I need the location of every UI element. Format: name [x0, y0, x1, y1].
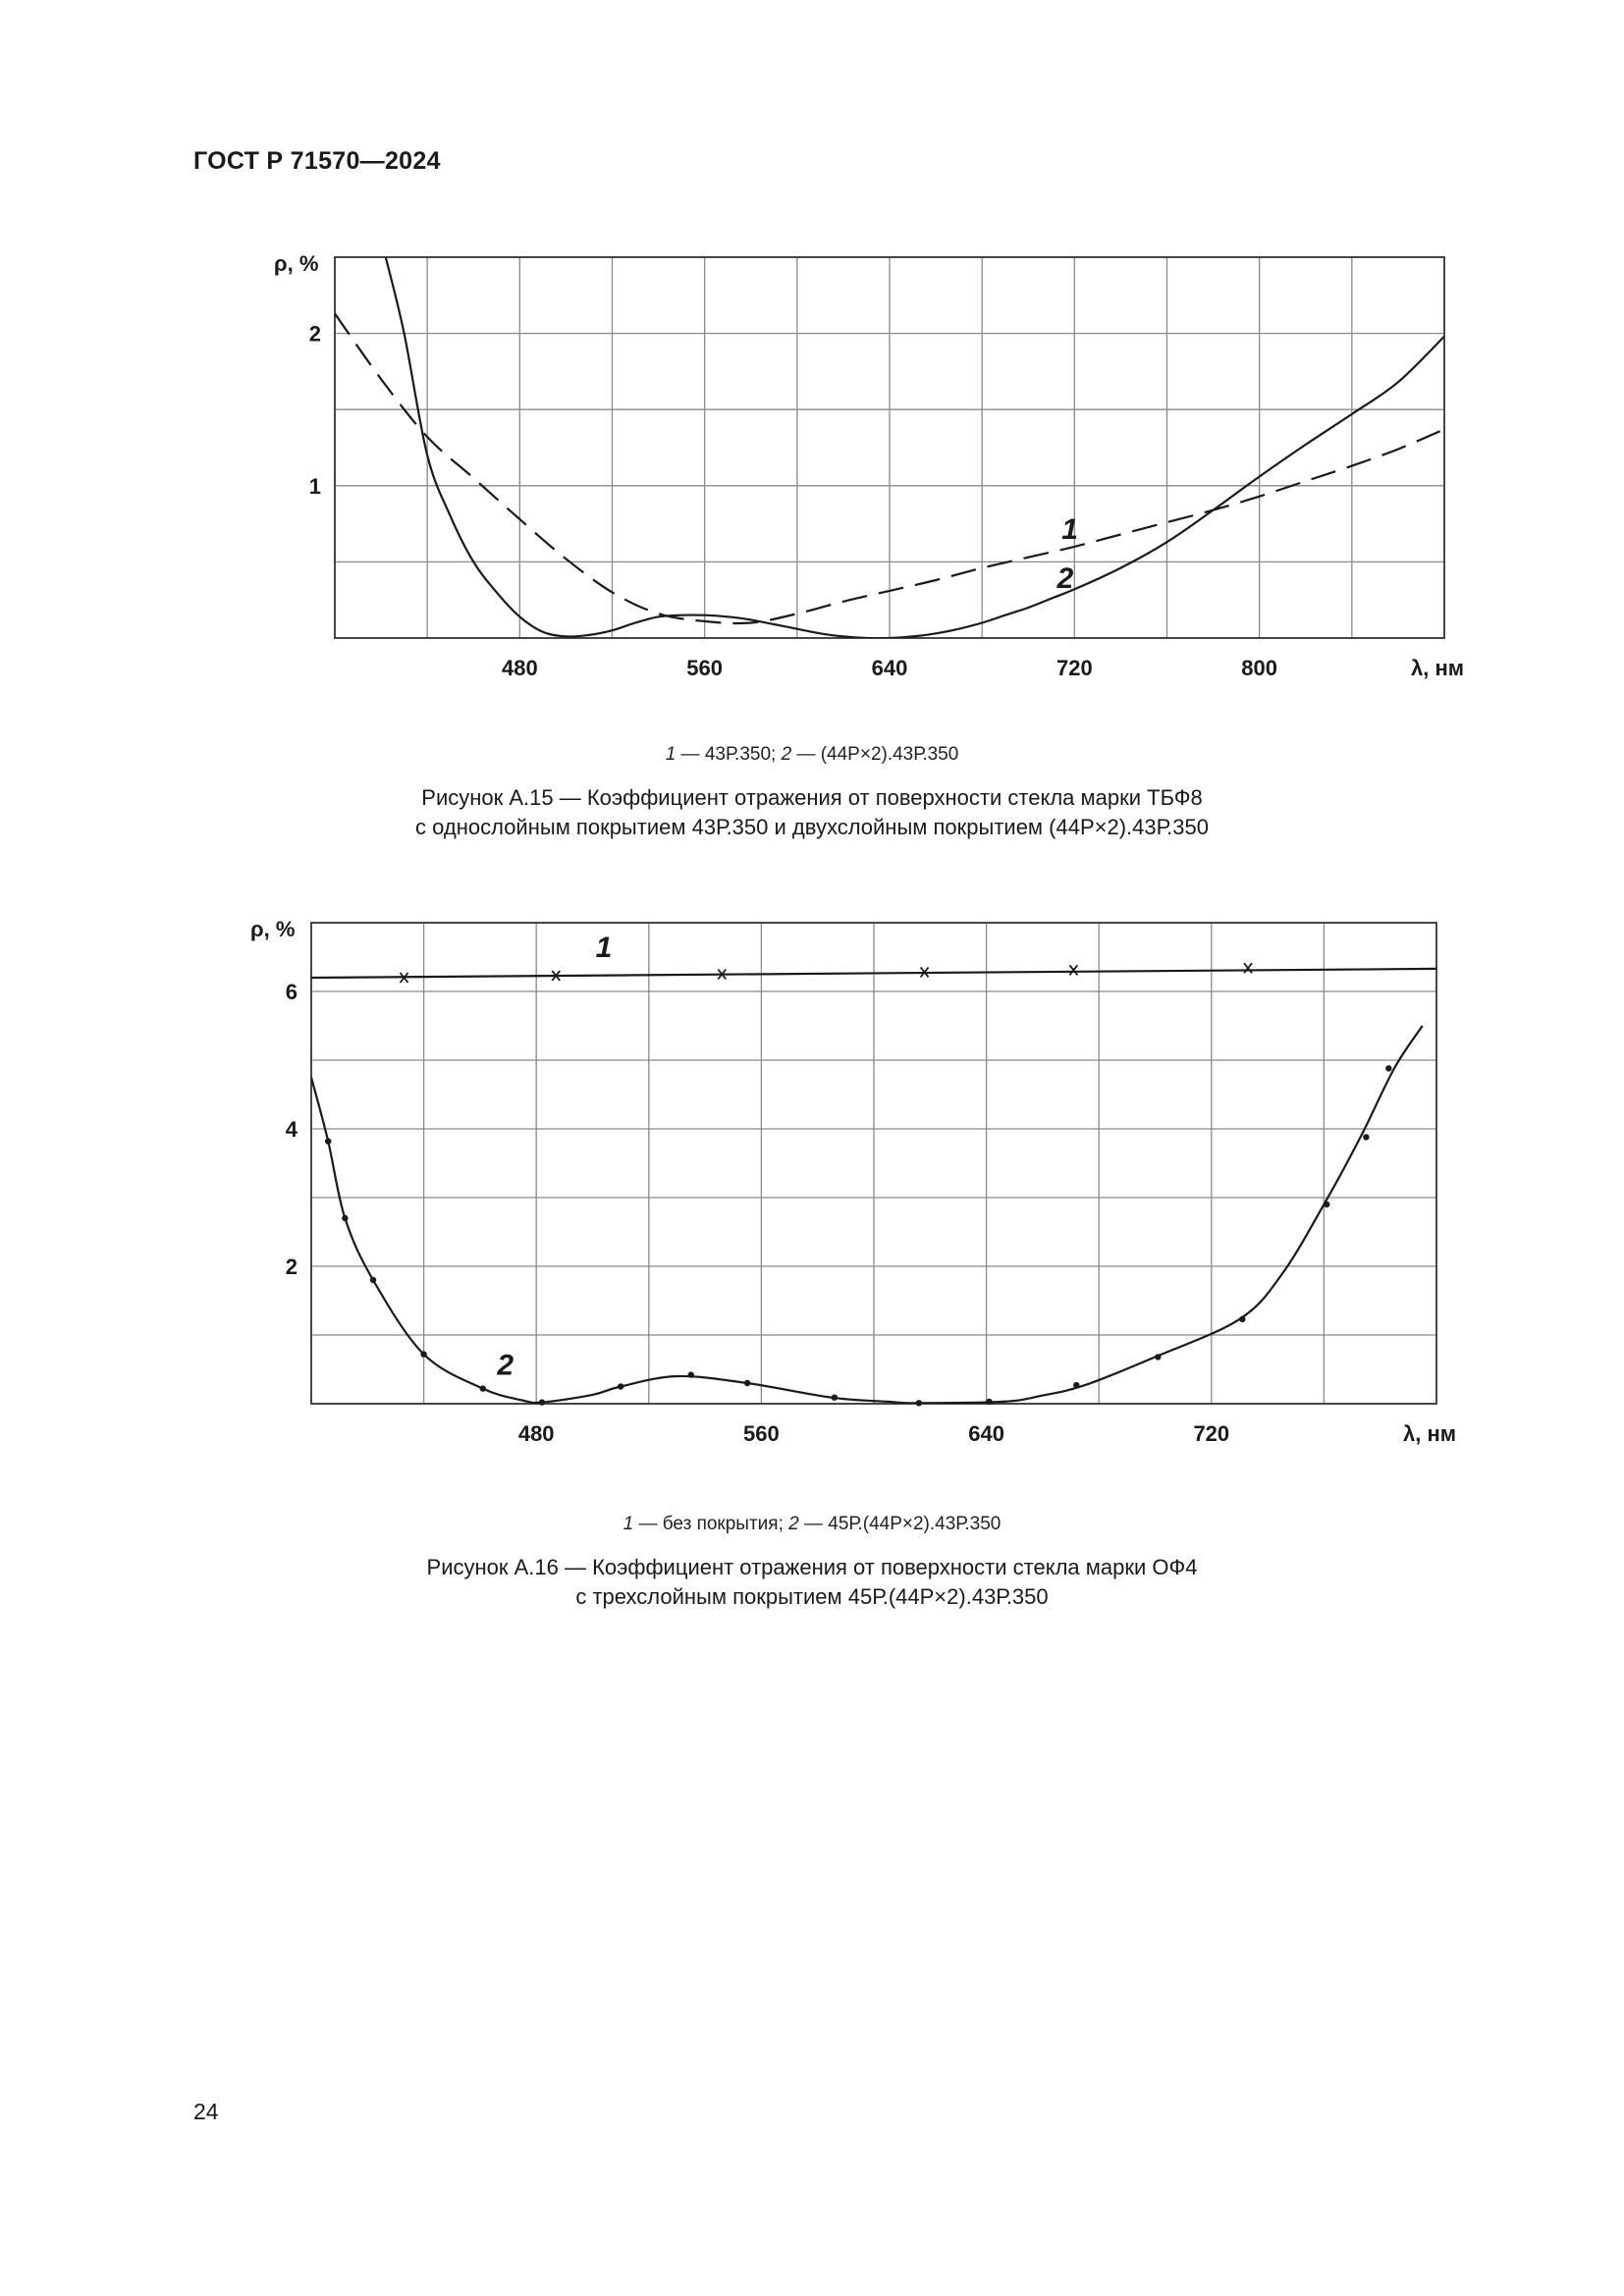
figure-a16-legend — [0, 1514, 1624, 1535]
x-tick-label: 560 — [686, 656, 724, 680]
dot-marker — [744, 1380, 750, 1386]
dot-marker — [1363, 1134, 1369, 1140]
legend-text: — 45Р.(44Р×2).43Р.350 — [798, 1514, 1001, 1534]
y-tick-label: 1 — [308, 473, 321, 499]
series-line-2 — [386, 257, 1444, 638]
figure-a15-caption — [0, 783, 1624, 842]
x-tick-label: 480 — [517, 1421, 555, 1446]
caption-line: с трехслойным покрытием 45Р.(44Р×2).43Р.350 — [575, 1584, 1049, 1609]
caption-line: Рисунок А.15 — Коэффициент отражения от поверхности стекла марки ТБФ8 — [421, 785, 1203, 810]
dot-marker — [1155, 1354, 1161, 1360]
x-tick-label: 720 — [1056, 656, 1093, 680]
figure-a15-legend — [0, 744, 1624, 766]
legend-number: 2 — [781, 744, 792, 765]
dot-marker — [480, 1385, 486, 1391]
legend-text: — (44Р×2).43Р.350 — [791, 744, 959, 765]
curve-label: 1 — [1061, 513, 1078, 547]
curve-label: 2 — [1056, 561, 1074, 595]
legend-text: — 43Р.350; — [676, 744, 782, 765]
x-tick-label: 720 — [1193, 1421, 1230, 1446]
x-tick-label: 640 — [871, 656, 908, 680]
dot-marker — [1385, 1065, 1391, 1071]
dot-marker — [342, 1215, 348, 1221]
dot-marker — [986, 1399, 992, 1405]
y-tick-label: 2 — [285, 1255, 298, 1279]
legend-number: 1 — [665, 744, 677, 765]
legend-number: 1 — [623, 1514, 634, 1534]
x-tick-label: 640 — [968, 1421, 1004, 1446]
dot-marker — [618, 1383, 623, 1389]
x-marker — [1244, 963, 1252, 973]
page-number: 24 — [193, 2099, 219, 2124]
y-axis-label: ρ, % — [274, 251, 319, 276]
x-tick-label: 560 — [743, 1421, 780, 1446]
dot-marker — [539, 1399, 545, 1405]
y-axis-label: ρ, % — [250, 917, 296, 941]
caption-line: с однослойным покрытием 43Р.350 и двухслойным покрытием (44Р×2).43Р.350 — [415, 815, 1209, 839]
x-marker — [1069, 965, 1077, 975]
dot-marker — [916, 1400, 922, 1406]
dot-marker — [832, 1395, 838, 1401]
x-axis-label: λ, нм — [1403, 1421, 1457, 1446]
legend-text: — без покрытия; — [633, 1514, 789, 1534]
dot-marker — [688, 1371, 694, 1377]
dot-marker — [1324, 1201, 1329, 1207]
y-tick-label: 4 — [285, 1117, 298, 1142]
legend-number: 2 — [788, 1514, 799, 1534]
figure-a16-caption — [0, 1553, 1624, 1612]
y-tick-label: 2 — [308, 321, 321, 347]
dot-marker — [370, 1277, 376, 1283]
curve-label: 2 — [497, 1349, 514, 1382]
dot-marker — [325, 1138, 331, 1144]
dot-marker — [1239, 1316, 1245, 1322]
x-axis-label: λ, нм — [1411, 656, 1465, 680]
chart-figure-a16 — [0, 893, 1624, 1453]
dot-marker — [420, 1351, 426, 1357]
document-header: ГОСТ Р 71570—2024 — [193, 147, 441, 175]
y-tick-label: 6 — [285, 980, 298, 1004]
curve-label: 1 — [595, 932, 613, 964]
dot-marker — [1073, 1382, 1079, 1388]
caption-line: Рисунок А.16 — Коэффициент отражения от поверхности стекла марки ОФ4 — [426, 1555, 1198, 1579]
x-tick-label: 800 — [1241, 656, 1278, 680]
series-line-2 — [311, 1026, 1423, 1403]
x-tick-label: 480 — [501, 656, 538, 680]
chart-figure-a15 — [0, 236, 1624, 687]
